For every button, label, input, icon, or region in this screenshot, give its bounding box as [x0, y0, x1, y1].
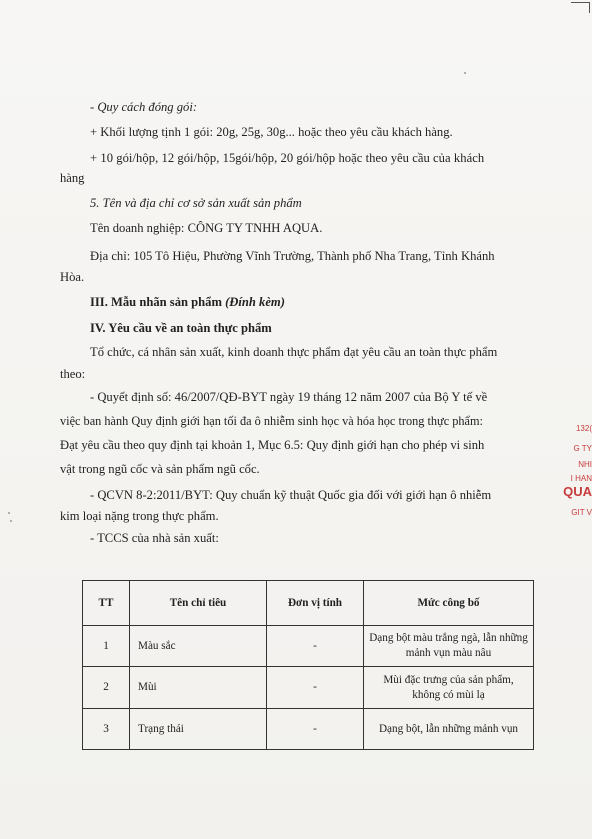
scan-speck — [10, 520, 12, 522]
cell-name: Trạng thái — [130, 709, 267, 750]
table-header-row — [83, 581, 534, 626]
stamp-text-6: GIT V — [571, 508, 592, 517]
stamp-text-2: G TY — [573, 444, 592, 453]
stamp-text-1: 132( — [575, 424, 592, 433]
packing-boxes-cont: hàng — [60, 171, 85, 185]
requirement-intro: Tổ chức, cá nhân sản xuất, kinh doanh thực phẩm đạt yêu cầu an toàn thực phẩm — [90, 345, 498, 359]
cell-tt: 1 — [83, 626, 130, 667]
cell-unit: - — [267, 709, 364, 750]
cell-value: Mùi đặc trưng của sản phẩm, không có mùi lạ — [364, 667, 534, 709]
stamp-text-4: I HAN — [570, 474, 592, 483]
scan-speck — [8, 512, 10, 514]
header-value: Mức công bố — [364, 581, 534, 626]
table-row — [83, 709, 534, 750]
company-stamp — [562, 420, 592, 532]
table-row — [83, 667, 534, 709]
section-4-heading: IV. Yêu cầu về an toàn thực phẩm — [90, 321, 272, 335]
qcvn-line2: kim loại nặng trong thực phẩm. — [60, 509, 219, 523]
header-tt: TT — [83, 581, 130, 626]
company-name: Tên doanh nghiệp: CÔNG TY TNHH AQUA. — [90, 221, 323, 235]
decision-46-line4: vật trong ngũ cốc và sản phẩm ngũ cốc. — [60, 462, 260, 476]
decision-46-line2: việc ban hành Quy định giới hạn tối đa ô nhiễm sinh học và hóa học trong thực phẩm: — [60, 414, 483, 428]
tccs-line: - TCCS của nhà sản xuất: — [90, 531, 219, 545]
tccs-table — [82, 580, 534, 750]
qcvn-line1: - QCVN 8-2:2011/BYT: Quy chuẩn kỹ thuật Quốc gia đối với giới hạn ô nhiễm — [90, 488, 492, 502]
cell-value: Dạng bột, lẫn những mảnh vụn — [364, 709, 534, 750]
requirement-intro-cont: theo: — [60, 367, 86, 381]
cell-value: Dạng bột màu trắng ngà, lẫn những mảnh vụn màu nâu — [364, 626, 534, 667]
packing-boxes: + 10 gói/hộp, 12 gói/hộp, 15gói/hộp, 20 gói/hộp hoặc theo yêu cầu của khách — [90, 151, 485, 165]
company-address: Địa chỉ: 105 Tô Hiệu, Phường Vĩnh Trường, Thành phố Nha Trang, Tỉnh Khánh — [90, 249, 495, 263]
stamp-text-5: QUA — [563, 484, 592, 499]
cell-name: Màu sắc — [130, 626, 267, 667]
packing-heading: - Quy cách đóng gói: — [90, 100, 198, 114]
stamp-text-3: NHI — [578, 460, 592, 469]
header-unit: Đơn vị tính — [267, 581, 364, 626]
cell-unit: - — [267, 667, 364, 709]
scan-corner-mark — [571, 2, 590, 13]
table-row — [83, 626, 534, 667]
decision-46-line1: - Quyết định số: 46/2007/QĐ-BYT ngày 19 tháng 12 năm 2007 của Bộ Y tế về — [90, 390, 488, 404]
cell-unit: - — [267, 626, 364, 667]
section-3-heading — [90, 294, 285, 310]
company-address-cont: Hòa. — [60, 270, 85, 284]
decision-46-line3: Đạt yêu cầu theo quy định tại khoản 1, Mục 6.5: Quy định giới hạn cho phép vi sinh — [60, 438, 485, 452]
section-3-title: III. Mẫu nhãn sản phẩm — [90, 295, 226, 309]
packing-weight: + Khối lượng tịnh 1 gói: 20g, 25g, 30g... hoặc theo yêu cầu khách hàng. — [90, 125, 453, 139]
section-5-heading: 5. Tên và địa chỉ cơ sở sản xuất sản phẩm — [90, 196, 302, 210]
cell-name: Mùi — [130, 667, 267, 709]
scan-speck — [464, 72, 466, 74]
cell-tt: 3 — [83, 709, 130, 750]
section-3-note: (Đính kèm) — [225, 295, 285, 309]
cell-tt: 2 — [83, 667, 130, 709]
header-name: Tên chỉ tiêu — [130, 581, 267, 626]
